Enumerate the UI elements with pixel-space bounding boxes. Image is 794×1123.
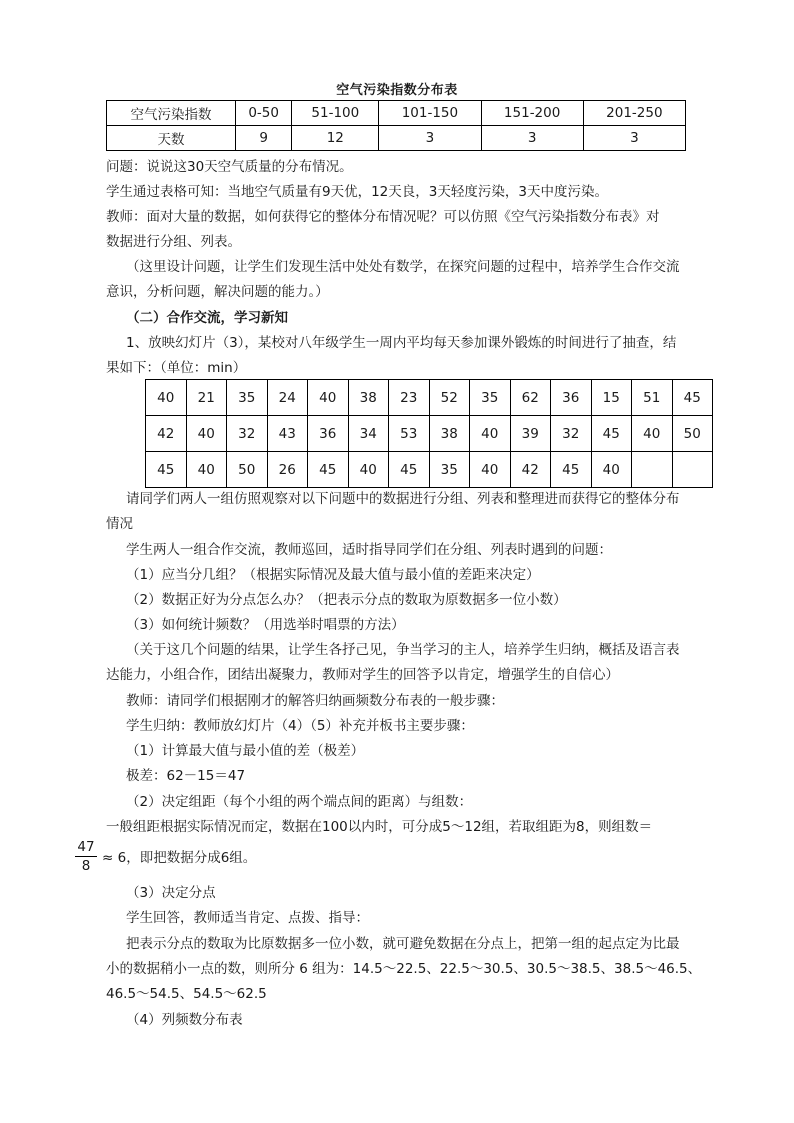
table-cell: 3 bbox=[583, 126, 685, 151]
question-item: （3）如何统计频数？（用选举时唱票的方法） bbox=[126, 617, 405, 633]
table-cell: 35 bbox=[429, 452, 470, 488]
air-pollution-table bbox=[106, 100, 686, 151]
fraction-denominator: 8 bbox=[81, 858, 91, 874]
student-summary-text: 学生归纳：教师放幻灯片（4）（5）补充并板书主要步骤： bbox=[126, 718, 474, 734]
table-cell: 12 bbox=[292, 126, 379, 151]
table-cell: 45 bbox=[672, 380, 713, 416]
table-cell: 空气污染指数 bbox=[107, 101, 236, 126]
table-cell: 151-200 bbox=[481, 101, 583, 126]
table-cell: 50 bbox=[672, 416, 713, 452]
teacher-text: 教师：请同学们根据刚才的解答归纳画频数分布表的一般步骤： bbox=[126, 693, 504, 709]
table-cell: 45 bbox=[146, 452, 187, 488]
table-cell: 45 bbox=[389, 452, 430, 488]
instruction-text-cont: 情况 bbox=[106, 516, 133, 532]
table-cell: 32 bbox=[227, 416, 268, 452]
design-note: （关于这几个问题的结果，让学生各抒己见，争当学习的主人，培养学生归纳，概括及语言表 bbox=[126, 642, 680, 658]
table-cell: 42 bbox=[510, 452, 551, 488]
question-item: （2）数据正好为分点怎么办？（把表示分点的数取为原数据多一位小数） bbox=[126, 592, 567, 608]
table-cell bbox=[632, 452, 673, 488]
table-cell: 24 bbox=[267, 380, 308, 416]
instruction-text: 请同学们两人一组仿照观察对以下问题中的数据进行分组、列表和整理进而获得它的整体分布 bbox=[126, 491, 680, 507]
table-cell: 40 bbox=[186, 452, 227, 488]
table-cell: 天数 bbox=[107, 126, 236, 151]
table-cell: 50 bbox=[227, 452, 268, 488]
table-cell: 40 bbox=[470, 416, 511, 452]
table-cell: 23 bbox=[389, 380, 430, 416]
table-cell: 38 bbox=[429, 416, 470, 452]
table-cell: 0-50 bbox=[236, 101, 292, 126]
section-heading: （二）合作交流，学习新知 bbox=[126, 310, 288, 326]
design-note: （这里设计问题，让学生们发现生活中处处有数学，在探究问题的过程中，培养学生合作交流 bbox=[126, 259, 680, 275]
table-cell: 38 bbox=[348, 380, 389, 416]
table-cell: 3 bbox=[379, 126, 481, 151]
question-item: （1）应当分几组？（根据实际情况及最大值与最小值的差距来决定） bbox=[126, 567, 540, 583]
table-row bbox=[107, 126, 686, 151]
table-cell: 36 bbox=[308, 416, 349, 452]
fraction-numerator: 47 bbox=[75, 838, 97, 857]
table-cell bbox=[672, 452, 713, 488]
table-row bbox=[107, 101, 686, 126]
step-item: （3）决定分点 bbox=[126, 885, 216, 901]
table-cell: 43 bbox=[267, 416, 308, 452]
table-row bbox=[146, 380, 713, 416]
split-point-text: 把表示分点的数取为比原数据多一位小数，就可避免数据在分点上，把第一组的起点定为比最 bbox=[126, 936, 680, 952]
step-item: （4）列频数分布表 bbox=[126, 1012, 243, 1028]
air-pollution-table-title: 空气污染指数分布表 bbox=[336, 83, 458, 98]
table-cell: 21 bbox=[186, 380, 227, 416]
design-note-cont: 意识，分析问题，解决问题的能力。） bbox=[106, 284, 329, 300]
table-cell: 40 bbox=[308, 380, 349, 416]
table-cell: 39 bbox=[510, 416, 551, 452]
table-cell: 52 bbox=[429, 380, 470, 416]
table-cell: 40 bbox=[348, 452, 389, 488]
design-note-cont: 达能力，小组合作，团结出凝聚力，教师对学生的回答予以肯定，增强学生的自信心） bbox=[106, 667, 619, 683]
step-item: （1）计算最大值与最小值的差（极差） bbox=[126, 743, 365, 759]
exercise-time-data-table bbox=[145, 379, 713, 488]
table-cell: 51 bbox=[632, 380, 673, 416]
table-cell: 45 bbox=[551, 452, 592, 488]
table-row bbox=[146, 416, 713, 452]
split-point-text-cont: 46.5～54.5、54.5～62.5 bbox=[106, 986, 267, 1002]
table-cell: 26 bbox=[267, 452, 308, 488]
fraction-47-over-8 bbox=[75, 838, 97, 875]
table-cell: 34 bbox=[348, 416, 389, 452]
table-cell: 45 bbox=[591, 416, 632, 452]
student-answer-text: 学生通过表格可知：当地空气质量有9天优，12天良，3天轻度污染，3天中度污染。 bbox=[106, 184, 608, 200]
question-text: 问题：说说这30天空气质量的分布情况。 bbox=[106, 159, 353, 175]
table-row bbox=[146, 452, 713, 488]
table-cell: 35 bbox=[227, 380, 268, 416]
student-answer-text: 学生回答，教师适当肯定、点拨、指导： bbox=[126, 910, 369, 926]
table-cell: 53 bbox=[389, 416, 430, 452]
table-cell: 3 bbox=[481, 126, 583, 151]
split-point-text-cont: 小的数据稍小一点的数，则所分 6 组为：14.5～22.5、22.5～30.5、30.5～38.5、38.5～46.5、 bbox=[106, 961, 702, 977]
group-count-text: 一般组距根据实际情况而定，数据在100以内时，可分成5～12组，若取组距为8，则组数＝ bbox=[106, 819, 653, 835]
step-item: （2）决定组距（每个小组的两个端点间的距离）与组数： bbox=[126, 794, 473, 810]
table-cell: 36 bbox=[551, 380, 592, 416]
table-cell: 42 bbox=[146, 416, 187, 452]
table-cell: 62 bbox=[510, 380, 551, 416]
table-cell: 40 bbox=[146, 380, 187, 416]
teacher-text: 教师：面对大量的数据，如何获得它的整体分布情况呢？可以仿照《空气污染指数分布表》对 bbox=[106, 209, 660, 225]
table-cell: 9 bbox=[236, 126, 292, 151]
table-cell: 40 bbox=[632, 416, 673, 452]
table-cell: 40 bbox=[591, 452, 632, 488]
table-cell: 15 bbox=[591, 380, 632, 416]
slide-intro-cont: 果如下：（单位：min） bbox=[106, 360, 247, 376]
slide-intro: 1、放映幻灯片（3），某校对八年级学生一周内平均每天参加课外锻炼的时间进行了抽查，结 bbox=[126, 335, 677, 351]
table-cell: 32 bbox=[551, 416, 592, 452]
table-cell: 45 bbox=[308, 452, 349, 488]
table-cell: 40 bbox=[186, 416, 227, 452]
table-cell: 201-250 bbox=[583, 101, 685, 126]
table-cell: 51-100 bbox=[292, 101, 379, 126]
teacher-text-cont: 数据进行分组、列表。 bbox=[106, 234, 241, 250]
table-cell: 40 bbox=[470, 452, 511, 488]
table-cell: 101-150 bbox=[379, 101, 481, 126]
range-formula: 极差：62－15＝47 bbox=[126, 768, 246, 784]
group-work-text: 学生两人一组合作交流，教师巡回，适时指导同学们在分组、列表时遇到的问题： bbox=[126, 542, 612, 558]
group-count-result: ≈ 6，即把数据分成6组。 bbox=[102, 850, 257, 866]
table-cell: 35 bbox=[470, 380, 511, 416]
